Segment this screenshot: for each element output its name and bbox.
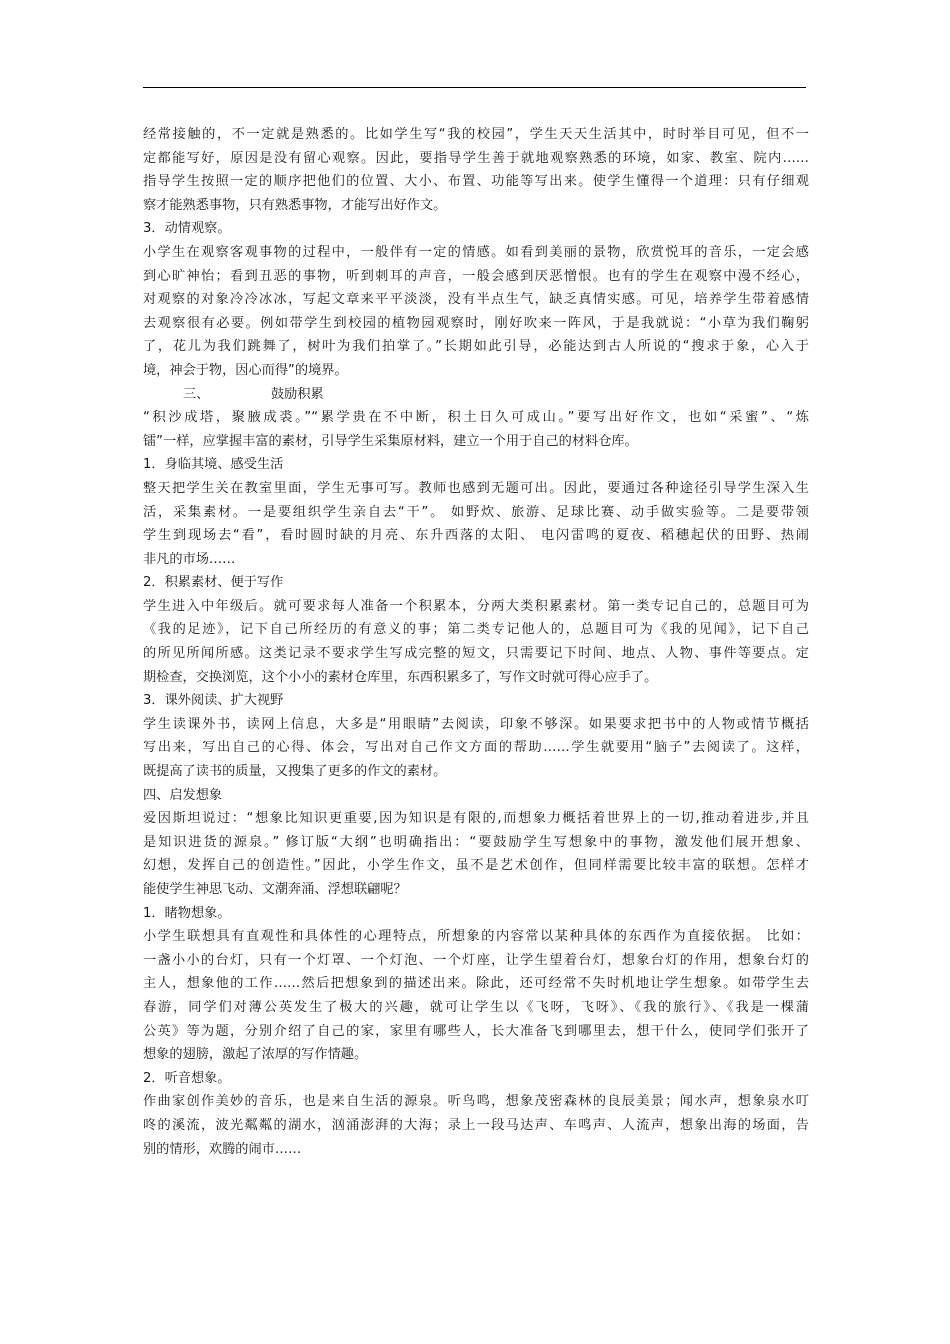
text-line: 3．课外阅读、扩大视野: [143, 693, 284, 709]
text-line: 咚的溪流，波光粼粼的湖水，汹涌澎湃的大海；录上一段马达声、车鸣声、人流声，想象出海的场面，告: [143, 1117, 809, 1133]
header-rule: [143, 87, 806, 88]
text-line: 既提高了读书的质量，又搜集了更多的作文的素材。: [143, 764, 447, 780]
text-line: 期检查，交换浏览，这个小小的素材仓库里，东西积累多了，写作文时就可得心应手了。: [143, 669, 658, 685]
text-line: 察才能熟悉事物，只有熟悉事物，才能写出好作文。: [143, 197, 447, 213]
text-line: 3．动情观察。: [143, 221, 231, 237]
text-line: 到心旷神怡；看到丑恶的事物，听到刺耳的声音，一般会感到厌恶憎恨。也有的学生在观察中漫不经心，: [143, 268, 809, 284]
text-line: 别的情形，欢腾的闹市……: [143, 1141, 302, 1157]
text-line: 整天把学生关在教室里面，学生无事可写。教师也感到无题可出。因此，要通过各种途径引导学生深入生: [143, 480, 809, 496]
document-body: [143, 123, 809, 1161]
text-line: 《我的足迹》，记下自己所经历的有意义的事；第二类专记他人的，总题目可为《我的见闻》，记下自己: [143, 622, 809, 638]
text-line: 非凡的市场……: [143, 551, 236, 567]
text-line: 2．积累素材、便于写作: [143, 575, 284, 591]
text-line: 一盏小小的台灯，只有一个灯罩、一个灯泡、一个灯座，让学生望着台灯，想象台灯的作用，想象台灯的: [143, 952, 809, 968]
text-line: 指导学生按照一定的顺序把他们的位置、大小、布置、功能等写出来。使学生懂得一个道理：只有仔细观: [143, 174, 809, 190]
section-heading: [143, 383, 809, 407]
text-line: 1．身临其境、感受生活: [143, 457, 284, 473]
text-line: 四、启发想象: [143, 787, 223, 803]
text-line: 境，神会于物，因心而得”的境界。: [143, 362, 348, 378]
text-line: 是知识进货的源泉。” 修订版“大纲”也明确指出：“要鼓励学生写想象中的事物，激发他们展开想象、: [143, 834, 809, 850]
text-line: 写出来，写出自己的心得、体会，写出对自己作文方面的帮助……学生就要用“脑子”去阅读了。这样，: [143, 740, 809, 756]
text-line: 定都能写好，原因是没有留心观察。因此，要指导学生善于就地观察熟悉的环境，如家、教室、院内……: [143, 150, 809, 166]
text-line: 能使学生神思飞动、文潮奔涌、浮想联翩呢？: [143, 882, 407, 897]
text-line: 学生进入中年级后。就可要求每人准备一个积累本，分两大类积累素材。第一类专记自己的，总题目可为: [143, 598, 809, 614]
section-number: 三、: [183, 386, 210, 402]
text-line: 幻想，发挥自己的创造性。”因此，小学生作文，虽不是艺术创作，但同样需要比较丰富的联想。怎样才: [143, 858, 809, 874]
text-line: 主人，想象他的工作……然后把想象到的描述出来。除此，还可经常不失时机地让学生想象。如带学生去: [143, 976, 809, 992]
text-line: 小学生在观察客观事物的过程中，一般伴有一定的情感。如看到美丽的景物，欣赏悦耳的音乐，一定会感: [143, 244, 809, 260]
text-line: 经常接触的，不一定就是熟悉的。比如学生写“我的校园”，学生天天生活其中，时时举目可见，但不一: [143, 127, 809, 142]
text-line: 作曲家创作美妙的音乐，也是来自生活的源泉。听鸟鸣，想象茂密森林的良辰美景；闻水声，想象泉水叮: [143, 1094, 809, 1110]
text-line: 春游，同学们对薄公英发生了极大的兴趣，就可让学生以《飞呀，飞呀》、《我的旅行》、《我是一棵蒲: [143, 999, 809, 1015]
text-line: “积沙成塔，聚腋成裘。”“累学贵在不中断，积土日久可成山。”要写出好作文，也如“采蜜”、“炼: [143, 410, 809, 426]
text-line: 学生读课外书，读网上信息，大多是“用眼睛”去阅读，印象不够深。如果要求把书中的人物或情节概括: [143, 716, 809, 732]
text-line: 想象的翅膀，激起了浓厚的写作情趣。: [143, 1047, 368, 1063]
text-line: 1．睹物想象。: [143, 905, 231, 921]
section-title: 鼓励积累: [271, 386, 324, 402]
text-line: 去观察很有必要。例如带学生到校园的植物园观察时，刚好吹来一阵风，于是我就说：“小草为我们鞠躬: [143, 315, 809, 331]
text-line: 的所见所闻所感。这类记录不要求学生写成完整的短文，只需要记下时间、地点、人物、事件等要点。定: [143, 646, 809, 662]
text-line: 小学生联想具有直观性和具体性的心理特点，所想象的内容常以某种具体的东西作为直接依据。 比如：: [143, 929, 809, 945]
text-line: 了，花儿为我们跳舞了，树叶为我们拍掌了。”长期如此引导，必能达到古人所说的“搜求于象，心入于: [143, 339, 809, 355]
text-line: 2．听音想象。: [143, 1070, 231, 1086]
text-line: 学生到现场去“看”，看时圆时缺的月亮、东升西落的太阳、 电闪雷鸣的夏夜、稻穗起伏的田野、热闹: [143, 528, 809, 544]
text-line: 爱因斯坦说过：“想象比知识更重要,因为知识是有限的,而想象力概括着世界上的一切,推动着进步,并且: [143, 811, 809, 827]
text-line: 活，采集素材。一是要组织学生亲自去“干”。 如野炊、旅游、足球比赛、动手做实验等。二是要带领: [143, 504, 809, 520]
text-line: 对观察的对象冷冷冰冰，写起文章来平平淡淡，没有半点生气，缺乏真情实感。可见，培养学生带着感情: [143, 292, 809, 308]
text-line: 镭”一样，应掌握丰富的素材，引导学生采集原材料，建立一个用于自己的材料仓库。: [143, 433, 638, 449]
text-line: 公英》等为题，分别介绍了自己的家，家里有哪些人，长大准备飞到哪里去，想干什么，使同学们张开了: [143, 1023, 809, 1039]
